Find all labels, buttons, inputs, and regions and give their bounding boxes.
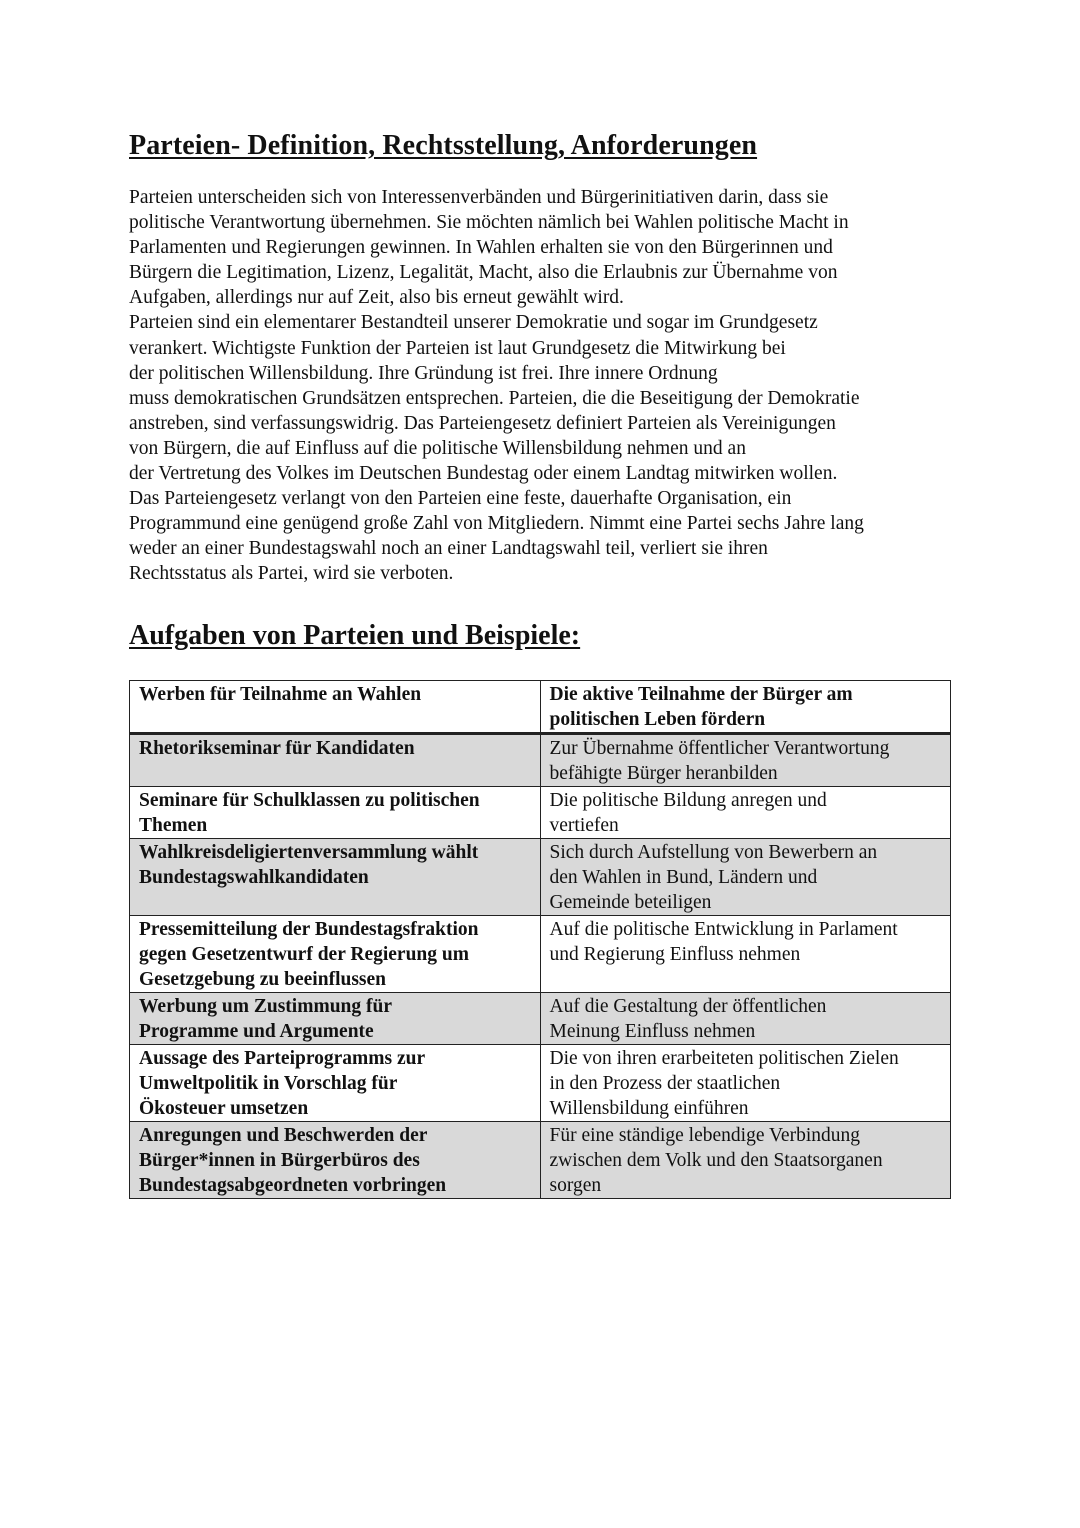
example-cell [130, 1122, 541, 1199]
task-text: den Wahlen in Bund, Ländern und [549, 867, 818, 888]
task-text: Willensbildung einführen [549, 1098, 749, 1119]
example-text: Umweltpolitik in Vorschlag für [139, 1073, 398, 1094]
paragraph-line: Programmund eine genügend große Zahl von Mitgliedern. Nimmt eine Partei sechs Jahre lang [129, 513, 864, 535]
task-text: Gemeinde beteiligen [549, 892, 712, 913]
task-text: befähigte Bürger heranbilden [549, 763, 778, 784]
table-row [130, 734, 951, 787]
task-text: sorgen [549, 1175, 602, 1196]
task-cell [540, 993, 951, 1045]
example-cell [130, 839, 541, 916]
example-text: gegen Gesetzentwurf der Regierung um [139, 944, 469, 965]
task-text: Meinung Einfluss nehmen [549, 1021, 756, 1042]
example-text: Bundestagswahlkandidaten [139, 867, 369, 888]
paragraph-line: von Bürgern, die auf Einfluss auf die politische Willensbildung nehmen und an [129, 437, 746, 459]
task-cell [540, 916, 951, 993]
paragraph-line: der politischen Willensbildung. Ihre Gründung ist frei. Ihre innere Ordnung [129, 362, 718, 384]
task-text: Die politische Bildung anregen und [549, 790, 827, 811]
example-cell [130, 734, 541, 787]
document-page [129, 126, 951, 1196]
example-text: Ökosteuer umsetzen [139, 1098, 309, 1119]
section-title: Aufgaben von Parteien und Beispiele: [129, 620, 581, 651]
example-text: Seminare für Schulklassen zu politischen [139, 790, 480, 811]
task-text: Auf die Gestaltung der öffentlichen [549, 996, 827, 1017]
example-cell [130, 1045, 541, 1122]
paragraph-line: der Vertretung des Volkes im Deutschen Bundestag oder einem Landtag mitwirken wollen. [129, 463, 838, 485]
paragraph-line: Bürgern die Legitimation, Lizenz, Legalität, Macht, also die Erlaubnis zur Übernahme von [129, 262, 838, 284]
task-cell [540, 1045, 951, 1122]
example-text: Wahlkreisdeligiertenversammlung wählt [139, 842, 479, 863]
task-cell [540, 681, 951, 734]
table-row [130, 681, 951, 734]
paragraph-line: verankert. Wichtigste Funktion der Parteien ist laut Grundgesetz die Mitwirkung bei [129, 337, 786, 359]
example-text: Bürger*innen in Bürgerbüros des [139, 1150, 420, 1171]
task-text: Zur Übernahme öffentlicher Verantwortung [549, 738, 890, 759]
task-text: und Regierung Einfluss nehmen [549, 944, 801, 965]
task-text: Für eine ständige lebendige Verbindung [549, 1125, 860, 1146]
task-cell [540, 1122, 951, 1199]
tasks-table [129, 680, 951, 1199]
example-text: Aussage des Parteiprogramms zur [139, 1048, 426, 1069]
task-cell [540, 839, 951, 916]
table-row [130, 1122, 951, 1199]
example-text: Bundestagsabgeordneten vorbringen [139, 1175, 447, 1196]
task-text: Die von ihren erarbeiteten politischen Zielen [549, 1048, 899, 1069]
task-text: zwischen dem Volk und den Staatsorganen [549, 1150, 883, 1171]
example-text: Rhetorikseminar für Kandidaten [139, 738, 415, 759]
table-row [130, 1045, 951, 1122]
intro-paragraph [129, 185, 951, 587]
task-text: in den Prozess der staatlichen [549, 1073, 781, 1094]
task-cell [540, 787, 951, 839]
paragraph-line: Rechtsstatus als Partei, wird sie verboten. [129, 563, 454, 585]
table-row [130, 839, 951, 916]
example-cell [130, 916, 541, 993]
page-title: Parteien- Definition, Rechtsstellung, Anforderungen [129, 130, 758, 161]
example-text: Gesetzgebung zu beeinflussen [139, 969, 387, 990]
table-row [130, 916, 951, 993]
example-cell [130, 993, 541, 1045]
paragraph-line: politische Verantwortung übernehmen. Sie möchten nämlich bei Wahlen politische Macht in [129, 212, 849, 234]
task-text: Die aktive Teilnahme der Bürger am [549, 684, 853, 705]
task-text: vertiefen [549, 815, 619, 836]
task-text: politischen Leben fördern [549, 709, 766, 730]
task-cell [540, 734, 951, 787]
paragraph-line: Parteien unterscheiden sich von Interessenverbänden und Bürgerinitiativen darin, dass sie [129, 187, 829, 208]
paragraph-line: Aufgaben, allerdings nur auf Zeit, also bis erneut gewählt wird. [129, 287, 624, 309]
task-text: Sich durch Aufstellung von Bewerbern an [549, 842, 878, 863]
example-text: Themen [139, 815, 208, 836]
task-text: Auf die politische Entwicklung in Parlament [549, 919, 898, 940]
example-cell [130, 787, 541, 839]
paragraph-line: muss demokratischen Grundsätzen entsprechen. Parteien, die die Beseitigung der Demokratie [129, 387, 860, 409]
table-row [130, 787, 951, 839]
paragraph-line: Parteien sind ein elementarer Bestandteil unserer Demokratie und sogar im Grundgesetz [129, 312, 818, 334]
example-text: Anregungen und Beschwerden der [139, 1125, 428, 1146]
example-cell [130, 681, 541, 734]
paragraph-line: weder an einer Bundestagswahl noch an einer Landtagswahl teil, verliert sie ihren [129, 538, 768, 560]
example-text: Programme und Argumente [139, 1021, 374, 1042]
paragraph-line: Das Parteiengesetz verlangt von den Parteien eine feste, dauerhafte Organisation, ein [129, 488, 792, 510]
example-text: Werben für Teilnahme an Wahlen [139, 684, 422, 705]
paragraph-line: anstreben, sind verfassungswidrig. Das Parteiengesetz definiert Parteien als Vereinigungen [129, 412, 836, 434]
example-text: Pressemitteilung der Bundestagsfraktion [139, 919, 479, 940]
paragraph-line: Parlamenten und Regierungen gewinnen. In Wahlen erhalten sie von den Bürgerinnen und [129, 237, 833, 259]
example-text: Werbung um Zustimmung für [139, 996, 393, 1017]
table-row [130, 993, 951, 1045]
